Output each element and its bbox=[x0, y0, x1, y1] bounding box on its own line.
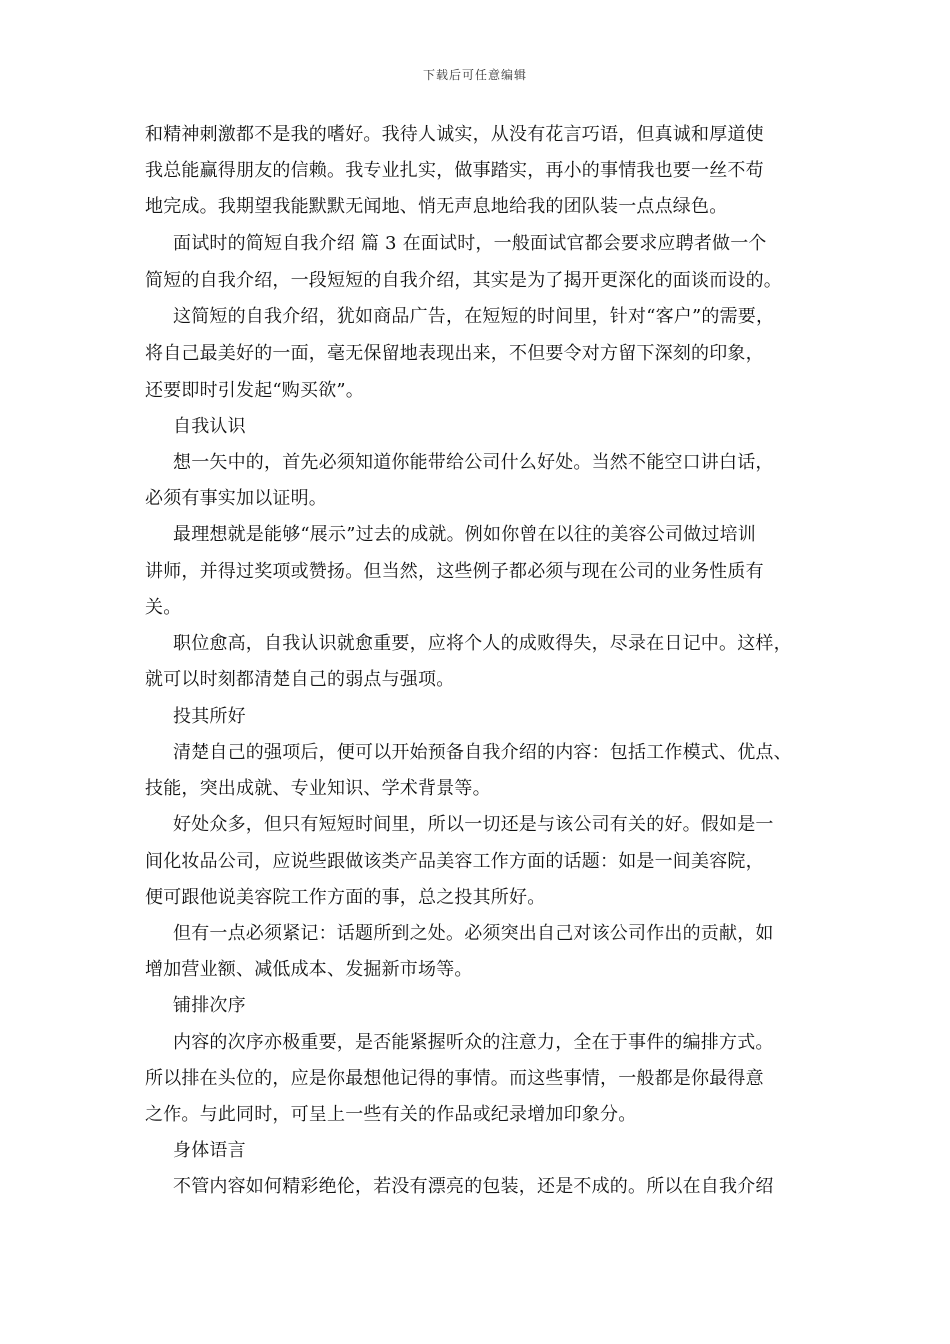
body-line: 我总能赢得朋友的信赖。我专业扎实，做事踏实，再小的事情我也要一丝不苟 bbox=[145, 160, 764, 181]
body-line: 但有一点必须紧记：话题所到之处。必须突出自己对该公司作出的贡献，如 bbox=[173, 923, 774, 944]
body-line: 必须有事实加以证明。 bbox=[145, 488, 327, 509]
body-line: 这简短的自我介绍，犹如商品广告，在短短的时间里，针对“客户”的需要， bbox=[173, 306, 775, 327]
section-heading: 铺排次序 bbox=[173, 995, 246, 1016]
body-line: 最理想就是能够“展示”过去的成就。例如你曾在以往的美容公司做过培训 bbox=[173, 524, 757, 545]
body-line: 增加营业额、减低成本、发掘新市场等。 bbox=[145, 959, 473, 980]
body-line: 简短的自我介绍，一段短短的自我介绍，其实是为了揭开更深化的面谈而设的。 bbox=[145, 270, 782, 291]
body-line: 间化妆品公司，应说些跟做该类产品美容工作方面的话题：如是一间美容院， bbox=[145, 851, 764, 872]
body-line: 好处众多，但只有短短时间里，所以一切还是与该公司有关的好。假如是一 bbox=[173, 814, 774, 835]
section-heading: 投其所好 bbox=[173, 706, 246, 727]
body-line: 便可跟他说美容院工作方面的事，总之投其所好。 bbox=[145, 887, 546, 908]
body-line: 想一矢中的，首先必须知道你能带给公司什么好处。当然不能空口讲白话， bbox=[173, 452, 774, 473]
body-line: 面试时的简短自我介绍 篇 3 在面试时，一般面试官都会要求应聘者做一个 bbox=[173, 233, 767, 254]
body-line: 技能，突出成就、专业知识、学术背景等。 bbox=[145, 778, 491, 799]
body-line: 地完成。我期望我能默默无闻地、悄无声息地给我的团队装一点点绿色。 bbox=[145, 196, 728, 217]
body-line: 职位愈高，自我认识就愈重要，应将个人的成败得失，尽录在日记中。这样， bbox=[173, 633, 792, 654]
body-line: 就可以时刻都清楚自己的弱点与强项。 bbox=[145, 669, 455, 690]
body-line: 将自己最美好的一面，毫无保留地表现出来，不但要令对方留下深刻的印象， bbox=[145, 343, 764, 364]
section-heading: 自我认识 bbox=[173, 416, 246, 437]
body-line: 讲师，并得过奖项或赞扬。但当然，这些例子都必须与现在公司的业务性质有 bbox=[145, 561, 764, 582]
page-header-note: 下载后可任意编辑 bbox=[422, 68, 527, 82]
body-line: 关。 bbox=[145, 597, 182, 618]
body-line: 和精神刺激都不是我的嗜好。我待人诚实，从没有花言巧语，但真诚和厚道使 bbox=[145, 124, 764, 145]
section-heading: 身体语言 bbox=[173, 1140, 246, 1161]
body-line: 不管内容如何精彩绝伦，若没有漂亮的包装，还是不成的。所以在自我介绍 bbox=[173, 1176, 774, 1197]
body-line: 内容的次序亦极重要，是否能紧握听众的注意力，全在于事件的编排方式。 bbox=[173, 1032, 774, 1053]
body-line: 所以排在头位的，应是你最想他记得的事情。而这些事情，一般都是你最得意 bbox=[145, 1068, 764, 1089]
body-line: 之作。与此同时，可呈上一些有关的作品或纪录增加印象分。 bbox=[145, 1104, 637, 1125]
body-line: 还要即时引发起“购买欲”。 bbox=[145, 380, 365, 401]
body-line: 清楚自己的强项后，便可以开始预备自我介绍的内容：包括工作模式、优点、 bbox=[173, 742, 792, 763]
